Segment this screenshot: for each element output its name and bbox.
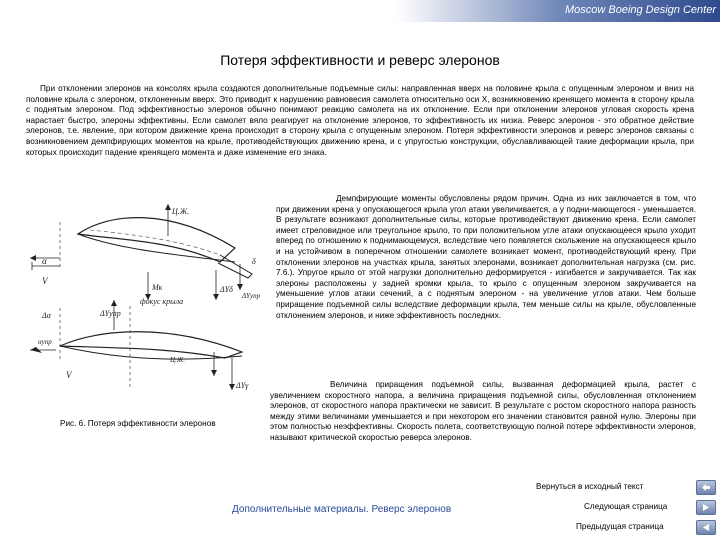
back-to-source-link[interactable]: Вернуться в исходный текст bbox=[536, 482, 644, 491]
label-cm-bottom: Ц.Ж. bbox=[170, 356, 185, 364]
label-dy-gamma: ΔYγ bbox=[236, 381, 249, 390]
paragraph-reversal: Величина приращения подъемной силы, вызванная деформацией крыла, растет с увеличением скоростного напора, а величина приращения подъемной силы, обусловленная отклонением элеронов, от скоростного напора практически не зависит. В результате с ростом скоростного напора разность между этими величинами уменьшается и при некотором его значении становится равной нулю. Элероны при этом полностью неэффективны. Скорость полета, соответствующую полной потере эффективности элеронов, называют критической скоростью реверса элеронов. bbox=[270, 380, 696, 442]
label-delta: δ bbox=[252, 257, 256, 266]
aileron-diagram bbox=[20, 200, 270, 396]
label-v-top: V bbox=[42, 276, 48, 286]
brand-title: Moscow Boeing Design Center bbox=[564, 4, 716, 16]
page-title: Потеря эффективности и реверс элеронов bbox=[220, 52, 500, 68]
next-page-link[interactable]: Следующая страница bbox=[584, 502, 668, 511]
prev-arrow-icon[interactable] bbox=[696, 520, 716, 535]
label-alpha: α bbox=[42, 256, 47, 266]
extra-materials-link[interactable]: Дополнительные материалы. Реверс элеронов bbox=[232, 504, 452, 515]
label-mk: Mк bbox=[152, 283, 163, 292]
paragraph-damping: Демпфирующие моменты обусловлены рядом причин. Одна из них заключается в том, что при движении крена у опускающегося крыла угол атаки увеличивается, а у подни-мающегося - уменьшается. В результате возникают дополнительные силы, которые противодействуют движению крена. Если самолет имеет стреловидное или треугольное крыло, то при положительном угле атаки опускающееся крыло уходит вперед по отношению к поднимающемуся, вследствие чего появляется скольжение на опускающееся крыло и на устойчивом в поперечном отношении самолете возникает момент, противодействующий крену. При отклонении элеронов на участках крыла, занятых элеронами, возникает дополнительная нагрузка (см. рис. 7.6.). Упругое крыло от этой нагрузки дополнительно деформируется - изгибается и закручивается. Так как элероны расположены у задней кромки крыла, то крыло с опущенным элероном закручивается на уменьшение углов атаки сечений, а с поднятым элероном - на увеличение углов атаки. Чем больше приращение подъемной силы вследствие деформации крыла, тем меньше силы на крыле, обусловленные отклонением элеронов, и ниже эффективность последних. bbox=[276, 194, 696, 320]
return-icon[interactable] bbox=[696, 480, 716, 495]
label-v-bottom: V bbox=[66, 370, 72, 380]
label-dy-top-right: ΔYупр bbox=[242, 292, 261, 300]
next-arrow-icon[interactable] bbox=[696, 500, 716, 515]
label-dy-delta: ΔYδ bbox=[220, 285, 233, 294]
figure-caption: Рис. 6. Потеря эффективности элеронов bbox=[60, 419, 216, 428]
paragraph-intro: При отклонении элеронов на консолях крыла создаются дополнительные подъемные силы: направленная вверх на половине крыла с опущенным элероном и вниз на половине крыла с элероном, отклоненным вверх. Это приводит к нарушению равновесия самолета относительно оси X, возникновению кренящего момента в сторону крыла с поднятым элероном. Под эффективностью элеронов обычно понимают реакцию самолета на их отклонение. Если при отклонении элеронов угловая скорость крена нарастает быстро, элероны эффективны. Если самолет вяло реагирует на отклонение элеронов, то эффективность их низка. Реверс элеронов - это обратное действие элеронов, т.е. явление, при котором движение крена происходит в сторону крыла с опущенным элероном. Потеря эффективности элеронов и реверс элеронов связаны с возникновением демпфирующих моментов на крыле, противодействующих движению крена, и с упругостью конструкции, обуславливающей такие деформации крыла, при которых происходит падение кренящего момента и даже изменение его знака. bbox=[26, 84, 694, 157]
label-cm-top: Ц.Ж. bbox=[172, 207, 190, 216]
label-alpha-upr: αупр bbox=[38, 338, 52, 346]
prev-page-link[interactable]: Предыдущая страница bbox=[576, 522, 664, 531]
header-band bbox=[0, 0, 720, 22]
label-d-alpha: Δα bbox=[42, 311, 51, 320]
label-dy-upr: ΔYупр bbox=[100, 309, 121, 318]
label-focus: фокус крыла bbox=[140, 297, 184, 306]
